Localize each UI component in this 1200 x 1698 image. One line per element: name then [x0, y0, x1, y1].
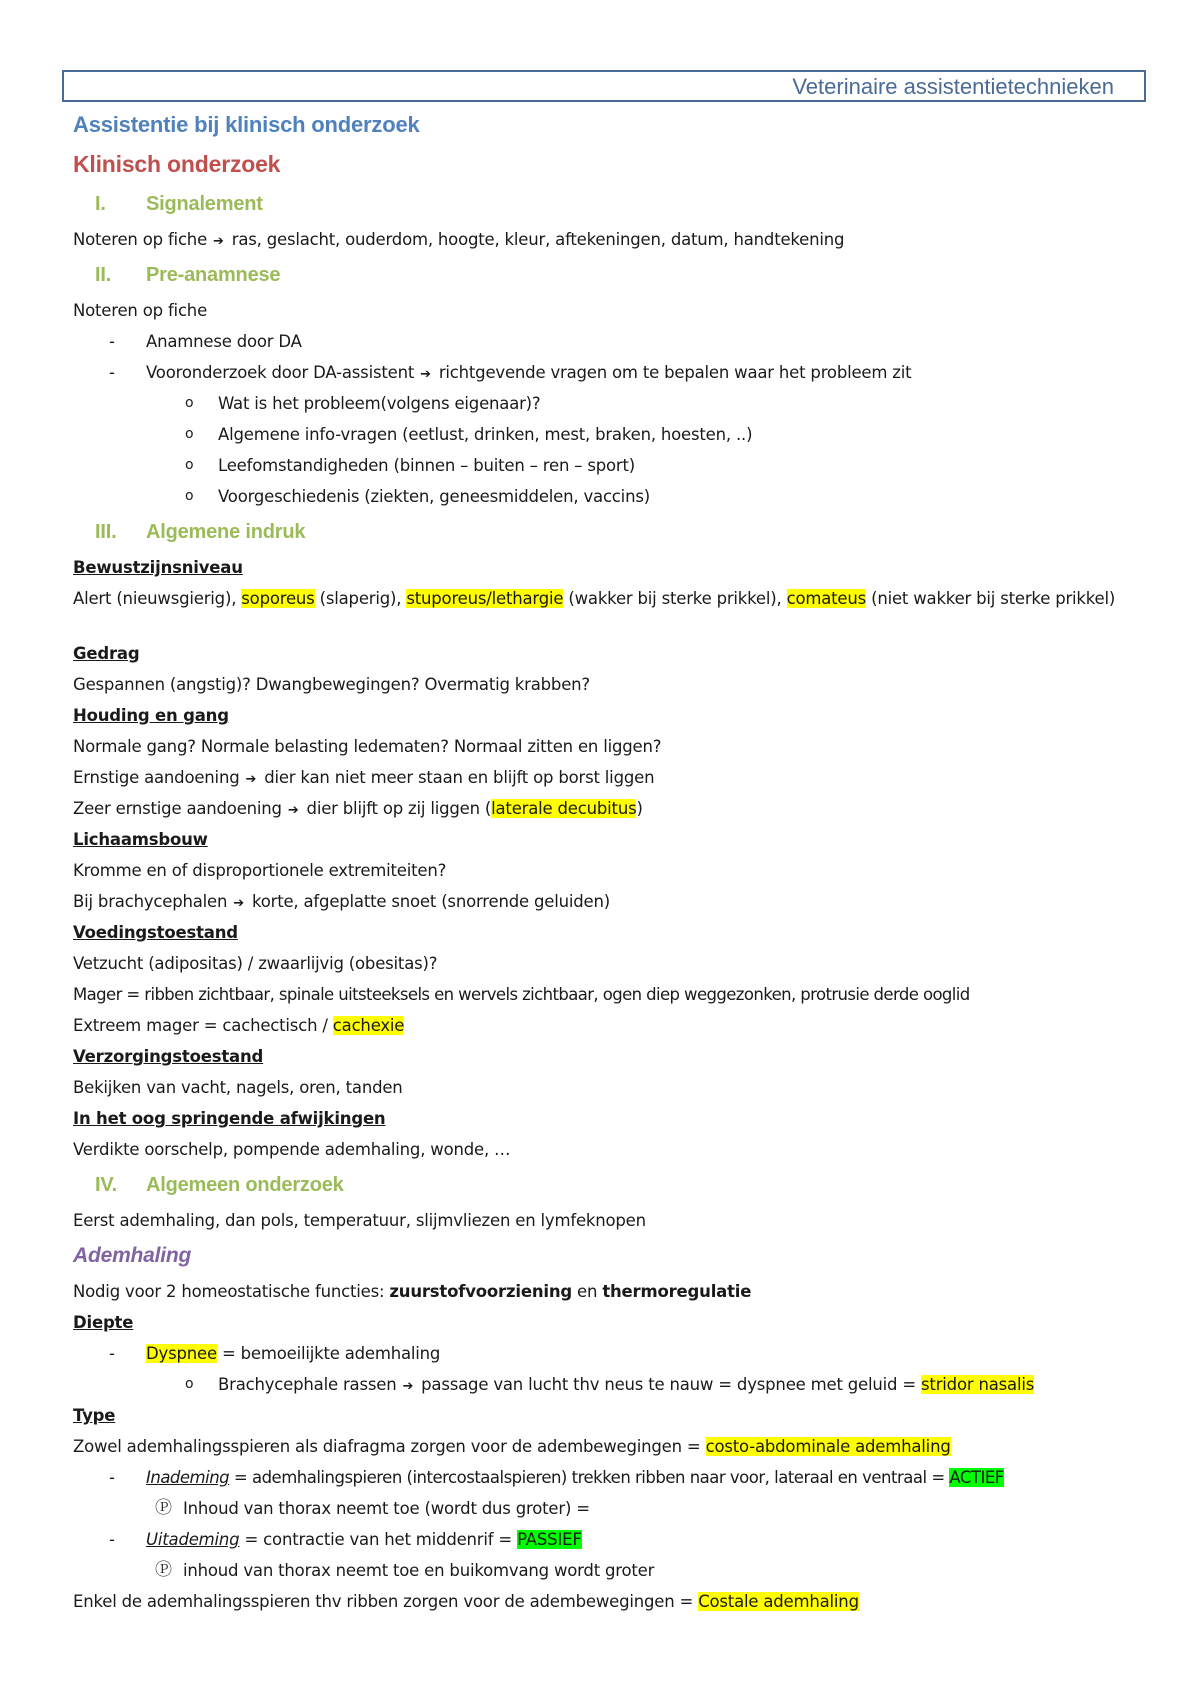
heading-ademhaling: Ademhaling — [73, 1244, 192, 1267]
arrow-icon: ➔ — [420, 367, 431, 382]
paragraph: Kromme en of disproportionele extremiteiten? — [73, 861, 447, 880]
text: Brachycephale rassen — [218, 1375, 397, 1394]
text: = contractie van het middenrif = — [239, 1530, 518, 1549]
arrow-icon: ➔ — [287, 803, 299, 818]
sub-list-item — [73, 419, 1133, 450]
dash-bullet: - — [109, 363, 115, 382]
sub-item-text: Voorgeschiedenis (ziekten, geneesmiddelen, vaccins) — [218, 487, 650, 506]
heading-algemeen-onderzoek — [73, 1165, 1133, 1205]
list-item — [73, 357, 1133, 388]
text: passage van lucht thv neus te nauw = dyspnee met geluid = — [421, 1375, 922, 1394]
subheading-type: Type — [73, 1406, 116, 1425]
italic-underlined-text: Inademing — [146, 1468, 230, 1487]
subheading-voedingstoestand: Voedingstoestand — [73, 923, 238, 942]
text: dier kan niet meer staan en blijft op borst liggen — [264, 768, 655, 787]
sub-list-item — [73, 1369, 1133, 1400]
text: ) — [636, 799, 643, 818]
paragraph — [73, 886, 1133, 917]
header-title: Veterinaire assistentietechnieken — [792, 74, 1114, 99]
arrow-icon: ➔ — [233, 896, 244, 911]
text: (wakker bij sterke prikkel), — [563, 589, 787, 608]
heading-title: Algemene indruk — [146, 521, 306, 543]
highlight: stuporeus/lethargie — [406, 589, 564, 608]
highlight: soporeus — [241, 589, 315, 608]
paragraph — [73, 1276, 1133, 1307]
circle-bullet-icon: o — [185, 488, 194, 504]
paragraph: Normale gang? Normale belasting ledematen? Normaal zitten en liggen? — [73, 737, 662, 756]
list-item — [73, 326, 1133, 357]
heading-signalement — [73, 184, 1133, 224]
paragraph — [73, 1431, 1133, 1462]
bold-text: thermoregulatie — [602, 1282, 752, 1301]
paragraph — [73, 224, 1133, 255]
green-highlight: ACTIEF — [949, 1468, 1004, 1487]
circle-bullet-icon: o — [185, 426, 194, 442]
text: Ernstige aandoening — [73, 768, 240, 787]
text: Zowel ademhalingsspieren als diafragma zorgen voor de adembewegingen = — [73, 1437, 706, 1456]
heading-number: III. — [95, 521, 117, 543]
text: Enkel de ademhalingsspieren thv ribben zorgen voor de adembewegingen = — [73, 1592, 699, 1611]
paragraph: Eerst ademhaling, dan pols, temperatuur, slijmvliezen en lymfeknopen — [73, 1211, 646, 1230]
sub-list-item — [73, 1493, 1133, 1524]
sub-list-item — [73, 481, 1133, 512]
sub-item-text: inhoud van thorax neemt toe en buikomvang wordt groter — [183, 1561, 655, 1580]
green-highlight: PASSIEF — [517, 1530, 582, 1549]
circle-bullet-icon: o — [185, 1376, 194, 1392]
heading-number: IV. — [95, 1174, 118, 1196]
list-item-text — [146, 357, 911, 390]
list-item-text — [146, 1462, 1004, 1493]
section-heading: Klinisch onderzoek — [73, 151, 281, 177]
subheading-bewustzijnsniveau: Bewustzijnsniveau — [73, 558, 243, 577]
sub-list-item — [73, 388, 1133, 419]
sub-list-item — [73, 1555, 1133, 1586]
text: Zeer ernstige aandoening — [73, 799, 282, 818]
circle-bullet-icon: o — [185, 457, 194, 473]
heading-number: II. — [95, 264, 112, 286]
document-body — [73, 106, 1133, 1617]
sub-item-text: Wat is het probleem(volgens eigenaar)? — [218, 394, 541, 413]
sub-item-text: Algemene info-vragen (eetlust, drinken, mest, braken, hoesten, ..) — [218, 425, 753, 444]
paragraph — [73, 583, 1133, 638]
paragraph: Mager = ribben zichtbaar, spinale uitsteeksels en wervels zichtbaar, ogen diep weggezonken, protrusie derde ooglid — [73, 985, 970, 1004]
text: Bij brachycephalen — [73, 892, 228, 911]
paragraph — [73, 1586, 1133, 1617]
paragraph — [73, 762, 1133, 793]
arrow-icon: ➔ — [245, 772, 257, 787]
paragraph: Noteren op fiche — [73, 301, 208, 320]
heading-pre-anamnese — [73, 255, 1133, 295]
highlight: cachexie — [332, 1016, 405, 1035]
paragraph — [73, 793, 1133, 824]
arrow-icon: Ⓟ — [155, 1498, 172, 1518]
text: ras, geslacht, ouderdom, hoogte, kleur, aftekeningen, datum, handtekening — [231, 230, 845, 249]
paragraph: Gespannen (angstig)? Dwangbewegingen? Overmatig krabben? — [73, 675, 590, 694]
highlight: stridor nasalis — [921, 1375, 1035, 1394]
sub-list-item — [73, 450, 1133, 481]
heading-title: Pre-anamnese — [146, 264, 281, 286]
subheading-houding: Houding en gang — [73, 706, 229, 725]
text: en — [572, 1282, 603, 1301]
text: = ademhalingspieren (intercostaalspieren) trekken ribben naar voor, lateraal en ventraal = — [229, 1468, 950, 1487]
highlight: Dyspnee — [146, 1344, 217, 1363]
text: (slaperig), — [314, 589, 407, 608]
list-item — [73, 1462, 1133, 1493]
paragraph: Vetzucht (adipositas) / zwaarlijvig (obesitas)? — [73, 954, 438, 973]
main-heading: Assistentie bij klinisch onderzoek — [73, 112, 420, 137]
highlight: Costale ademhaling — [698, 1592, 859, 1611]
text: Extreem mager = cachectisch / — [73, 1016, 333, 1035]
list-item-text — [146, 1524, 582, 1555]
text: Noteren op fiche — [73, 230, 208, 249]
sub-item-text: Inhoud van thorax neemt toe (wordt dus groter) = — [183, 1499, 590, 1518]
bold-text: zuurstofvoorziening — [389, 1282, 573, 1301]
sub-item-text — [218, 1369, 1034, 1402]
text: richtgevende vragen om te bepalen waar het probleem zit — [438, 363, 912, 382]
arrow-icon: Ⓟ — [155, 1560, 172, 1580]
subheading-lichaamsbouw: Lichaamsbouw — [73, 830, 208, 849]
dash-bullet: - — [109, 1468, 115, 1487]
subheading-diepte: Diepte — [73, 1313, 134, 1332]
subheading-gedrag: Gedrag — [73, 644, 140, 663]
page-header — [62, 70, 1146, 102]
text: dier blijft op zij liggen ( — [306, 799, 492, 818]
list-item — [73, 1524, 1133, 1555]
subheading-verzorgingstoestand: Verzorgingstoestand — [73, 1047, 264, 1066]
heading-number: I. — [95, 193, 106, 215]
list-item — [73, 1338, 1133, 1369]
paragraph — [73, 1010, 1133, 1041]
text: (niet wakker bij sterke prikkel) — [866, 589, 1116, 608]
text: = bemoeilijkte ademhaling — [216, 1344, 441, 1363]
dash-bullet: - — [109, 332, 115, 351]
text: Vooronderzoek door DA-assistent — [146, 363, 415, 382]
heading-algemene-indruk — [73, 512, 1133, 552]
paragraph: Verdikte oorschelp, pompende ademhaling, wonde, … — [73, 1140, 511, 1159]
text: korte, afgeplatte snoet (snorrende geluiden) — [251, 892, 610, 911]
text: Nodig voor 2 homeostatische functies: — [73, 1282, 390, 1301]
dash-bullet: - — [109, 1530, 115, 1549]
arrow-icon: ➔ — [402, 1379, 414, 1394]
list-item-text: Anamnese door DA — [146, 332, 302, 351]
paragraph: Bekijken van vacht, nagels, oren, tanden — [73, 1078, 403, 1097]
list-item-text — [146, 1338, 440, 1369]
text: Alert (nieuwsgierig), — [73, 589, 242, 608]
italic-underlined-text: Uitademing — [146, 1530, 240, 1549]
subheading-afwijkingen: In het oog springende afwijkingen — [73, 1109, 386, 1128]
heading-title: Algemeen onderzoek — [146, 1174, 344, 1196]
highlight: costo-abdominale ademhaling — [705, 1437, 951, 1456]
sub-item-text: Leefomstandigheden (binnen – buiten – ren – sport) — [218, 456, 636, 475]
dash-bullet: - — [109, 1344, 115, 1363]
circle-bullet-icon: o — [185, 395, 194, 411]
arrow-icon: ➔ — [213, 234, 224, 249]
highlight: laterale decubitus — [491, 799, 637, 818]
highlight: comateus — [786, 589, 867, 608]
heading-title: Signalement — [146, 193, 263, 215]
